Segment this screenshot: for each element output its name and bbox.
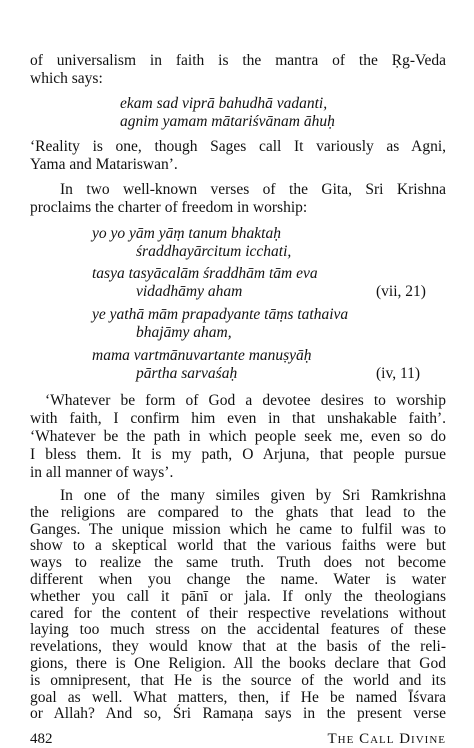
paragraph-line: In two well-known verses of the Gita, Sri Krishna [60, 181, 446, 198]
sanskrit-verse-line: bhajāmy aham, [136, 324, 232, 341]
paragraph-line: gions, there is One Religion. All the books declare that God [30, 655, 446, 672]
translation-line: Yama and Matariswan’. [30, 156, 178, 173]
page-number: 482 [30, 731, 53, 748]
paragraph-line: show to a skeptical world that the various faiths were but [30, 537, 446, 555]
translation-line: with faith, I confirm him even in that unshakable faith’. [30, 410, 446, 427]
sanskrit-verse-line: ekam sad viprā bahudhā vadanti, [120, 95, 328, 112]
sanskrit-verse-line: yo yo yām yāṃ tanum bhaktaḥ [92, 225, 281, 242]
paragraph-line: is omnipresent, that He is the source of the world and its [30, 671, 446, 689]
sanskrit-verse-line: vidadhāmy aham [136, 283, 243, 300]
paragraph-line: Ganges. The unique mission which he came to fulfil was to [30, 520, 446, 538]
paragraph-line: goal as well. What matters, then, if He be named Īśvara [30, 688, 446, 706]
paragraph-line: cared for the content of their respective revelations without [30, 604, 446, 622]
verse-reference: (iv, 11) [376, 365, 421, 382]
sanskrit-verse-line: pārtha sarvaśaḥ [136, 365, 238, 382]
paragraph-line: laying too much stress on the accidental features of these [30, 621, 446, 639]
sanskrit-verse-line: ye yathā mām prapadyante tāṃs tathaiva [92, 306, 349, 323]
translation-line: ‘Whatever be the path in which people seek me, even so do [30, 428, 446, 445]
running-title: The Call Divine [327, 731, 446, 748]
paragraph-line: different when you change the name. Water is water [30, 571, 446, 588]
sanskrit-verse-line: agnim yamam mātariśvānam āhuḥ [120, 113, 335, 130]
sanskrit-verse-line: tasya tasyācalām śraddhām tām eva [92, 265, 318, 282]
sanskrit-verse-line: śraddhayārcitum icchati, [136, 243, 292, 260]
translation-line: ‘Reality is one, though Sages call It variously as Agni, [30, 138, 446, 155]
translation-line: I bless them. It is my path, O Arjuna, that people pursue [30, 446, 446, 463]
translation-line: in all manner of ways’. [30, 464, 174, 481]
paragraph-line: which says: [30, 70, 103, 87]
paragraph-line: revelations, they would know that at the basis of the reli- [30, 638, 446, 656]
paragraph-line: or Allah? And so, Śri Ramaṇa says in the present verse [30, 705, 446, 723]
paragraph-line: of universalism in faith is the mantra of the Ṛg-Veda [30, 52, 446, 69]
sanskrit-verse-line: mama vartmānuvartante manuṣyāḥ [92, 347, 312, 364]
paragraph-line: proclaims the charter of freedom in worship: [30, 199, 308, 216]
translation-line: ‘Whatever be form of God a devotee desires to worship [45, 392, 446, 409]
paragraph-line: In one of the many similes given by Sri Ramkrishna [60, 487, 446, 504]
paragraph-line: the religions are compared to the ghats that lead to the [30, 503, 446, 521]
paragraph-line: whether you call it pānī or jala. If only the theologians [30, 587, 446, 605]
paragraph-line: ways to realize the same truth. Truth does not become [30, 554, 446, 572]
verse-reference: (vii, 21) [376, 283, 426, 300]
